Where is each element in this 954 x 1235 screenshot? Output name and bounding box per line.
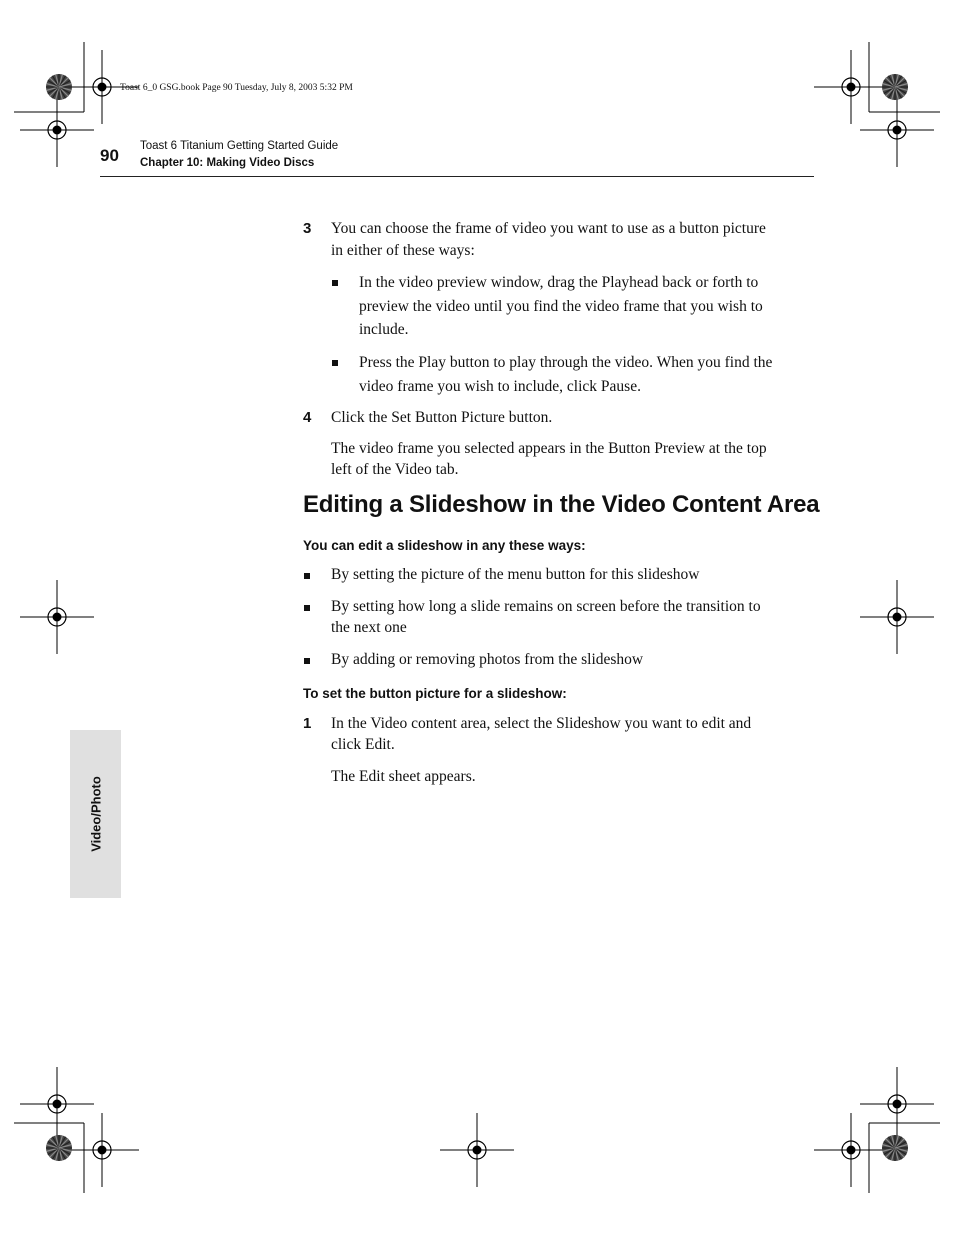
book-title: Toast 6 Titanium Getting Started Guide xyxy=(140,140,339,152)
registration-crosshair xyxy=(440,1113,514,1187)
header-rule xyxy=(100,176,814,177)
chapter-title: Chapter 10: Making Video Discs xyxy=(140,157,315,169)
file-slug: Toast 6_0 GSG.book Page 90 Tuesday, July 8, 2003 5:32 PM xyxy=(120,83,353,93)
bullet-marker xyxy=(332,280,338,286)
registration-crosshair xyxy=(860,93,934,167)
registration-crosshair xyxy=(860,580,934,654)
text-line: You can choose the frame of video you want to use as a button picture xyxy=(331,220,766,237)
bullet-marker xyxy=(304,658,310,664)
registration-crosshair xyxy=(20,1067,94,1141)
text-line: video frame you wish to include, click Pause. xyxy=(359,377,641,395)
step-result: The Edit sheet appears. xyxy=(331,768,476,785)
bullet-text: By setting the picture of the menu button for this slideshow xyxy=(331,566,700,583)
step-text xyxy=(331,218,766,262)
text-line: In the Video content area, select the Slideshow you want to edit and xyxy=(331,715,752,732)
bullet-text xyxy=(331,596,761,638)
section-heading: Editing a Slideshow in the Video Content Area xyxy=(303,491,820,518)
registration-starburst xyxy=(46,1135,72,1161)
page-number: 90 xyxy=(100,146,119,165)
text-line: preview the video until you find the video frame that you wish to xyxy=(359,297,763,315)
registration-crosshair xyxy=(860,1067,934,1141)
text-line: In the video preview window, drag the Playhead back or forth to xyxy=(359,274,759,291)
procedure-title: To set the button picture for a slideshow: xyxy=(303,686,567,701)
bullet-text xyxy=(359,351,772,398)
text-line: The video frame you selected appears in the Button Preview at the top xyxy=(331,440,767,457)
registration-crosshair xyxy=(814,1113,888,1187)
registration-crosshair xyxy=(20,93,94,167)
bullet-marker xyxy=(332,360,338,366)
text-line: By setting how long a slide remains on screen before the transition to xyxy=(331,598,761,615)
section-intro: You can edit a slideshow in any these ways: xyxy=(303,538,586,553)
side-tab-label: Video/Photo xyxy=(88,776,103,852)
step-text: Click the Set Button Picture button. xyxy=(331,409,553,426)
step-number: 1 xyxy=(303,715,312,732)
step-number: 3 xyxy=(303,220,312,237)
step-number: 4 xyxy=(303,409,312,426)
text-line: Press the Play button to play through the video. When you find the xyxy=(359,354,773,371)
bullet-marker xyxy=(304,605,310,611)
step-result xyxy=(331,438,767,480)
bullet-text xyxy=(359,271,763,342)
text-line: the next one xyxy=(331,619,407,636)
step-text xyxy=(331,713,751,755)
text-line: include. xyxy=(359,321,409,338)
registration-starburst xyxy=(46,74,72,100)
registration-crosshair xyxy=(65,1113,139,1187)
registration-crosshair xyxy=(814,50,888,124)
text-line: left of the Video tab. xyxy=(331,461,459,478)
bullet-text: By adding or removing photos from the slideshow xyxy=(331,651,644,668)
registration-starburst xyxy=(882,74,908,100)
side-tab xyxy=(70,730,121,898)
text-line: in either of these ways: xyxy=(331,242,475,259)
registration-crosshair xyxy=(20,580,94,654)
text-line: click Edit. xyxy=(331,736,395,753)
bullet-marker xyxy=(304,573,310,579)
registration-starburst xyxy=(882,1135,908,1161)
